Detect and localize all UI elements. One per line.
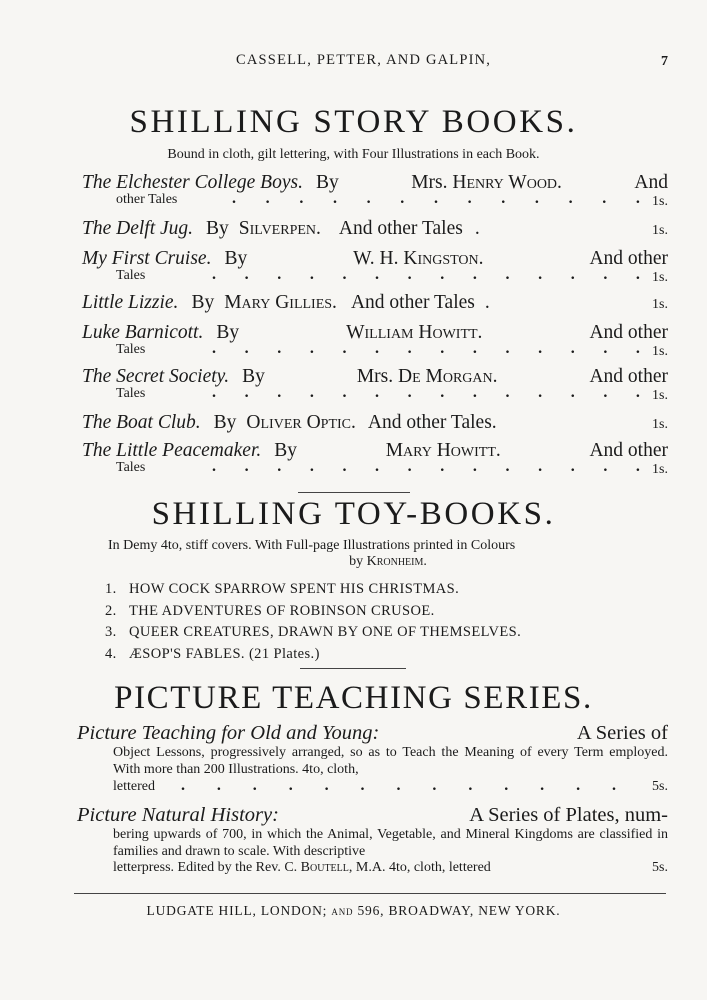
toy-books-intro: In Demy 4to, stiff covers. With Full-page Illustrations printed in Colours by Kronheim. bbox=[108, 538, 516, 569]
book-author: Henry Wood. bbox=[452, 172, 562, 193]
page-number: 7 bbox=[661, 54, 668, 69]
series-title: Picture Teaching for Old and Young: bbox=[77, 722, 380, 744]
book-price: 1s. bbox=[652, 223, 668, 238]
book-title: The Delft Jug. bbox=[82, 218, 194, 239]
section-subtitle: Bound in cloth, gilt lettering, with Four Illustrations in each Book. bbox=[167, 147, 540, 162]
book-title: The Secret Society. bbox=[82, 366, 230, 387]
book-entry: The Secret Society. By Mrs. De Morgan. And other Tales . . . . . . . . . . . . . . 1s. bbox=[82, 366, 668, 403]
series-entry: Picture Natural History: A Series of Plates, num- bering upwards of 700, in which the Animal, Vegetable, and Mineral Kingdoms are classified in families and drawn to scale. With descriptive letterpress. Edited by the Rev. C. Boutell, M.A. 4to, cloth, lettered 5s. bbox=[77, 804, 668, 875]
book-title: My First Cruise. bbox=[82, 248, 212, 269]
book-entry: The Delft Jug. By Silverpen. And other Tales . 1s. bbox=[82, 218, 668, 239]
book-author: Mary Howitt. bbox=[385, 440, 501, 461]
list-item: 3. QUEER CREATURES, DRAWN BY ONE OF THEMSELVES. bbox=[105, 624, 522, 640]
book-author: Oliver Optic. bbox=[246, 412, 356, 433]
book-entry: The Boat Club. By Oliver Optic. And other Tales. 1s. bbox=[82, 412, 668, 433]
book-title: The Little Peacemaker. bbox=[82, 440, 262, 461]
book-price: 1s. bbox=[652, 194, 668, 209]
book-price: 1s. bbox=[652, 344, 668, 359]
book-author: De Morgan. bbox=[398, 366, 498, 387]
book-title: The Elchester College Boys. bbox=[82, 172, 303, 193]
book-price: 1s. bbox=[652, 462, 668, 477]
toy-books-list bbox=[105, 581, 685, 667]
list-item: 1. HOW COCK SPARROW SPENT HIS CHRISTMAS. bbox=[105, 581, 460, 597]
book-author: W. H. Kingston. bbox=[353, 248, 484, 269]
book-entry: My First Cruise. By W. H. Kingston. And other Tales . . . . . . . . . . . . . . 1s. bbox=[82, 248, 668, 285]
series-entry: Picture Teaching for Old and Young: A Series of Object Lessons, progressively arranged, so as to Teach the Meaning of every Term employed. With more than 200 Illustrations. 4to, cloth, lettered . . . . . . . . . . . . . 5s. bbox=[77, 722, 668, 794]
list-item: 4. ÆSOP'S FABLES. (21 Plates.) bbox=[105, 645, 320, 662]
running-title: CASSELL, PETTER, AND GALPIN, bbox=[236, 52, 492, 68]
series-price: 5s. bbox=[652, 779, 668, 794]
book-price: 1s. bbox=[652, 388, 668, 403]
book-price: 1s. bbox=[652, 417, 668, 432]
book-title: The Boat Club. bbox=[82, 412, 201, 433]
running-head bbox=[0, 50, 707, 74]
divider bbox=[300, 668, 406, 669]
book-title: Little Lizzie. bbox=[82, 292, 179, 313]
book-price: 1s. bbox=[652, 270, 668, 285]
book-entry: Luke Barnicott. By William Howitt. And other Tales . . . . . . . . . . . . . . 1s. bbox=[82, 322, 668, 359]
book-author: Silverpen. bbox=[238, 218, 321, 239]
footer-rule bbox=[74, 893, 666, 894]
section-title-story-books: SHILLING STORY BOOKS. bbox=[129, 104, 578, 140]
section-title-toy-books: SHILLING TOY-BOOKS. bbox=[151, 496, 556, 532]
footer-address: LUDGATE HILL, LONDON; and 596, BROADWAY, NEW YORK. bbox=[146, 903, 561, 918]
series-title: Picture Natural History: bbox=[77, 804, 279, 826]
book-author: Mary Gillies. bbox=[224, 292, 337, 313]
book-entry: The Elchester College Boys. By Mrs. Henry Wood. And other Tales . . . . . . . . . . . . . 1s. bbox=[82, 172, 668, 209]
divider bbox=[298, 492, 410, 493]
book-entry: The Little Peacemaker. By Mary Howitt. And other Tales . . . . . . . . . . . . . . 1s. bbox=[82, 440, 668, 477]
book-title: Luke Barnicott. bbox=[82, 322, 204, 343]
section-title-picture-teaching: PICTURE TEACHING SERIES. bbox=[114, 680, 593, 716]
book-entry: Little Lizzie. By Mary Gillies. And other Tales . 1s. bbox=[82, 292, 668, 313]
book-price: 1s. bbox=[652, 297, 668, 312]
list-item: 2. THE ADVENTURES OF ROBINSON CRUSOE. bbox=[105, 602, 435, 619]
book-author: William Howitt. bbox=[346, 322, 483, 343]
series-price: 5s. bbox=[652, 860, 668, 875]
